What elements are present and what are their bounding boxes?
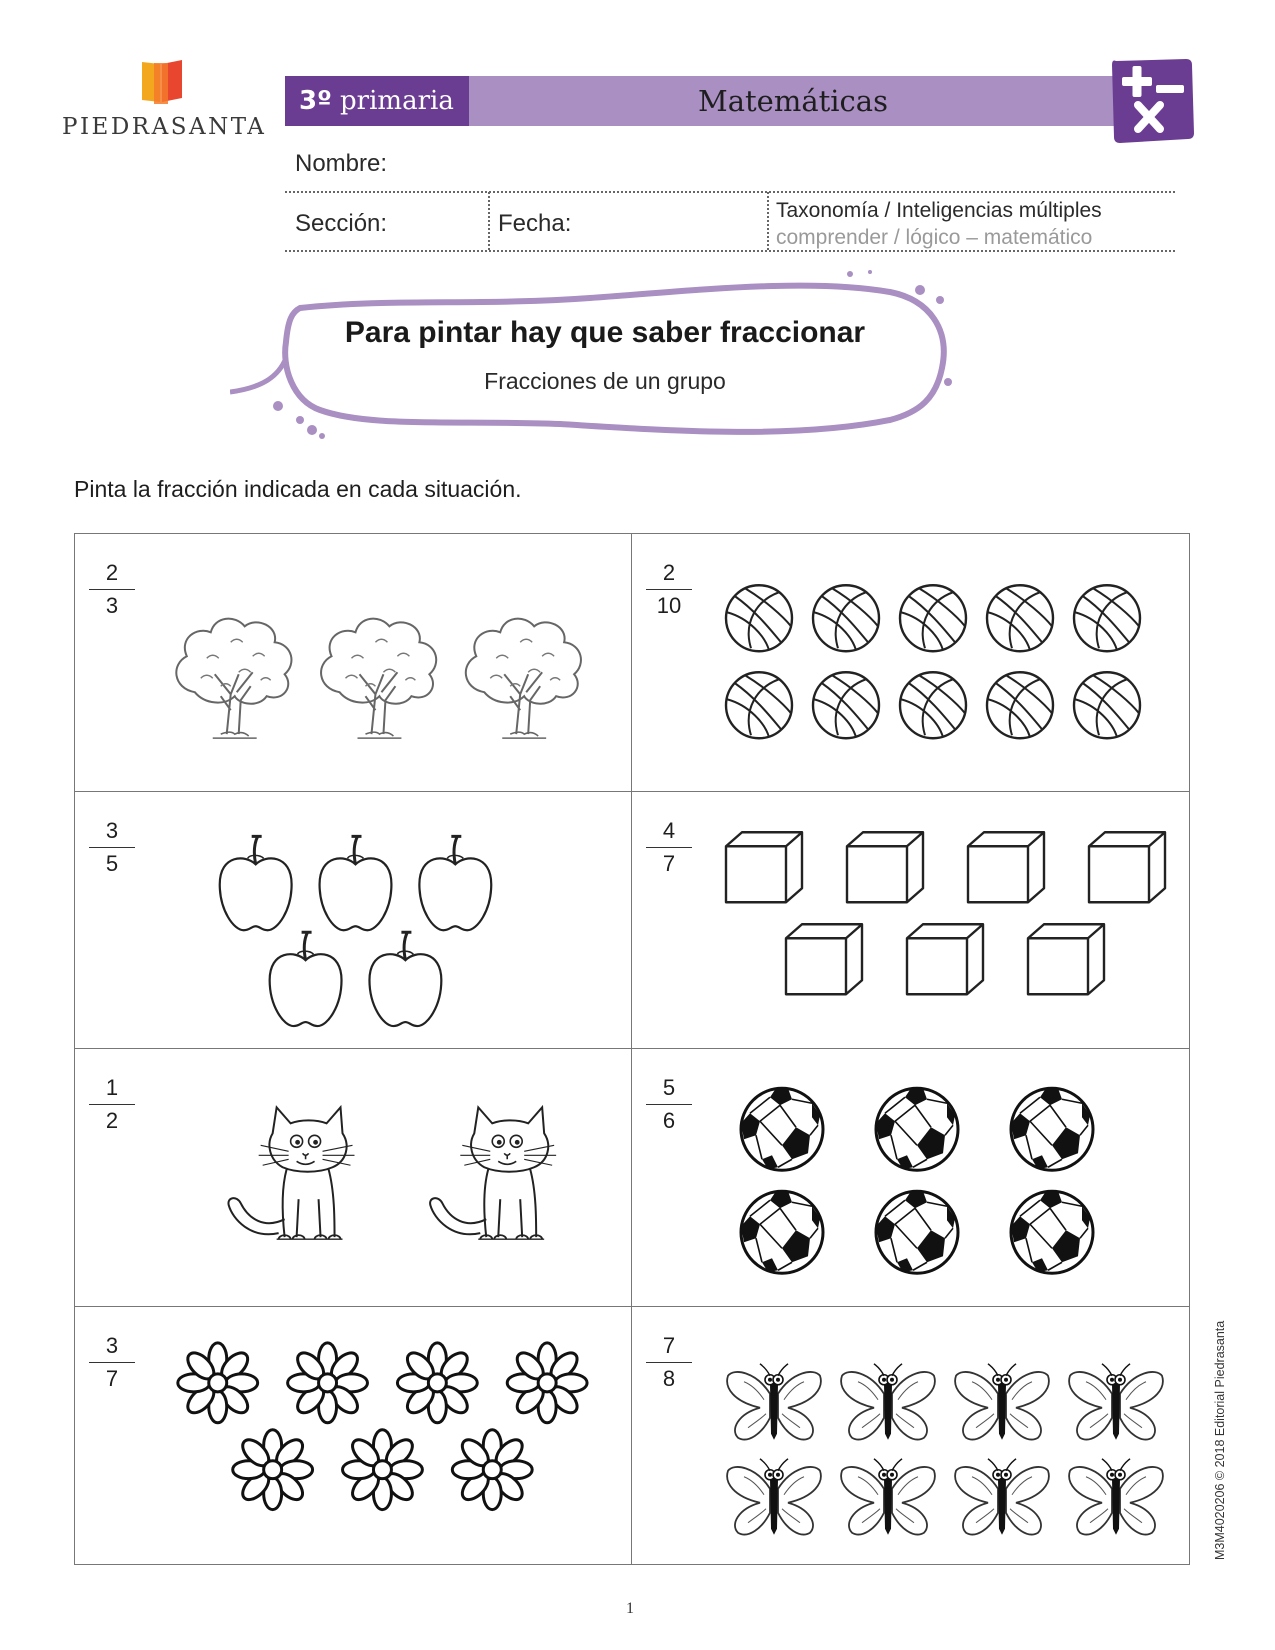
brand-name: PIEDRASANTA: [62, 114, 267, 140]
grade-text: primaria: [340, 86, 454, 116]
butterfly-icon: [727, 1458, 821, 1534]
exercise-grid: [74, 533, 1190, 1565]
fraction-numerator: 7: [646, 1333, 692, 1363]
cube-icon: [1089, 832, 1165, 902]
date-field[interactable]: [576, 206, 756, 244]
butterfly-icon: [841, 1363, 935, 1439]
fraction-numerator: 2: [646, 560, 692, 590]
soccer-ball-icon: [876, 1191, 958, 1273]
cube-icon: [1028, 924, 1104, 994]
butterfly-icon: [841, 1458, 935, 1534]
cat-icon: [430, 1107, 556, 1239]
subject-title: Matemáticas: [469, 76, 1117, 126]
fraction-denominator: 3: [105, 593, 119, 618]
cube-icon: [726, 832, 802, 902]
flower-icon: [288, 1342, 368, 1422]
worksheet-title: Para pintar hay que saber fraccionar: [344, 316, 866, 349]
flower-icon: [343, 1429, 423, 1509]
book-logo-icon: [138, 58, 188, 108]
flower-icon: [397, 1342, 477, 1422]
apple-icon: [320, 836, 392, 930]
flower-icon: [178, 1342, 258, 1422]
basketball-icon: [1074, 585, 1140, 651]
apple-icon: [369, 932, 441, 1026]
fraction-numerator: 2: [89, 560, 135, 590]
basketball-icon: [813, 585, 879, 651]
butterfly-icon: [1069, 1363, 1163, 1439]
title-banner-shape: [230, 270, 980, 445]
basketball-icon: [1074, 672, 1140, 738]
exercise-cell: [75, 1049, 632, 1307]
basketball-icon: [900, 672, 966, 738]
butterfly-icon: [955, 1458, 1049, 1534]
name-field[interactable]: [395, 150, 1175, 184]
cubes-group: [632, 792, 1189, 1049]
cat-icon: [228, 1107, 354, 1239]
fraction-denominator: 5: [105, 850, 119, 876]
instruction-text: Pinta la fracción indicada en cada situación.: [74, 476, 522, 502]
basketball-icon: [726, 672, 792, 738]
butterflies-group: [632, 1307, 1189, 1565]
basketballs-group: [632, 534, 1189, 791]
taxonomy-value: comprender / lógico – matemático: [776, 226, 1093, 249]
apple-icon: [270, 932, 342, 1026]
fraction-numerator: 3: [89, 818, 135, 848]
fraction-numerator: 5: [646, 1075, 692, 1105]
fraction-denominator: 7: [105, 1365, 119, 1391]
fraction-denominator: 6: [662, 1108, 676, 1133]
cats-group: [75, 1049, 631, 1306]
date-label: Fecha:: [498, 210, 572, 237]
flower-icon: [233, 1429, 313, 1509]
soccer-ball-icon: [741, 1191, 823, 1273]
cube-icon: [847, 832, 923, 902]
butterfly-icon: [727, 1363, 821, 1439]
cube-icon: [907, 924, 983, 994]
cube-icon: [786, 924, 862, 994]
divider: [488, 192, 490, 250]
exercise-cell: [632, 1049, 1189, 1307]
soccer-ball-icon: [876, 1088, 958, 1170]
fraction-denominator: 2: [105, 1108, 119, 1133]
basketball-icon: [987, 585, 1053, 651]
section-label: Sección:: [295, 210, 388, 237]
exercise-cell: [75, 534, 632, 792]
butterfly-icon: [955, 1363, 1049, 1439]
apple-icon: [419, 836, 491, 930]
taxonomy-title: Taxonomía / Inteligencias múltiples: [776, 199, 1102, 222]
divider: [285, 191, 1175, 193]
soccer-balls-group: [632, 1049, 1189, 1306]
flower-icon: [452, 1429, 532, 1509]
fraction-denominator: 8: [662, 1365, 676, 1391]
apples-group: [75, 792, 631, 1049]
basketball-icon: [987, 672, 1053, 738]
exercise-cell: [75, 792, 632, 1050]
exercise-cell: [632, 1307, 1189, 1565]
fraction-numerator: 3: [89, 1333, 135, 1363]
fraction-denominator: 10: [656, 593, 682, 618]
cube-icon: [968, 832, 1044, 902]
grade-label: [285, 76, 469, 126]
name-label: Nombre:: [295, 150, 388, 177]
divider: [285, 250, 1175, 252]
page-number: 1: [626, 1600, 634, 1617]
piedrasanta-logo: [62, 58, 267, 148]
soccer-ball-icon: [741, 1088, 823, 1170]
fraction-numerator: 1: [89, 1075, 135, 1105]
section-field[interactable]: [395, 206, 483, 244]
tree-icon: [176, 619, 291, 738]
apple-icon: [220, 836, 292, 930]
flower-icon: [507, 1342, 587, 1422]
divider: [767, 192, 769, 250]
exercise-cell: [75, 1307, 632, 1565]
trees-group: [75, 534, 631, 791]
basketball-icon: [726, 585, 792, 651]
tree-icon: [321, 619, 436, 738]
exercise-cell: [632, 792, 1189, 1050]
fraction-denominator: 7: [662, 850, 676, 876]
fraction-numerator: 4: [646, 818, 692, 848]
grade-number: 3º: [299, 86, 332, 116]
exercise-cell: [632, 534, 1189, 792]
basketball-icon: [900, 585, 966, 651]
basketball-icon: [813, 672, 879, 738]
copyright-code: M3M4020206 © 2018 Editorial Piedrasanta: [1213, 1320, 1227, 1560]
plus-minus-times-icon: [1108, 55, 1196, 147]
soccer-ball-icon: [1011, 1088, 1093, 1170]
worksheet-subtitle: Fracciones de un grupo: [484, 368, 726, 394]
flowers-group: [75, 1307, 631, 1565]
tree-icon: [466, 619, 581, 738]
butterfly-icon: [1069, 1458, 1163, 1534]
soccer-ball-icon: [1011, 1191, 1093, 1273]
